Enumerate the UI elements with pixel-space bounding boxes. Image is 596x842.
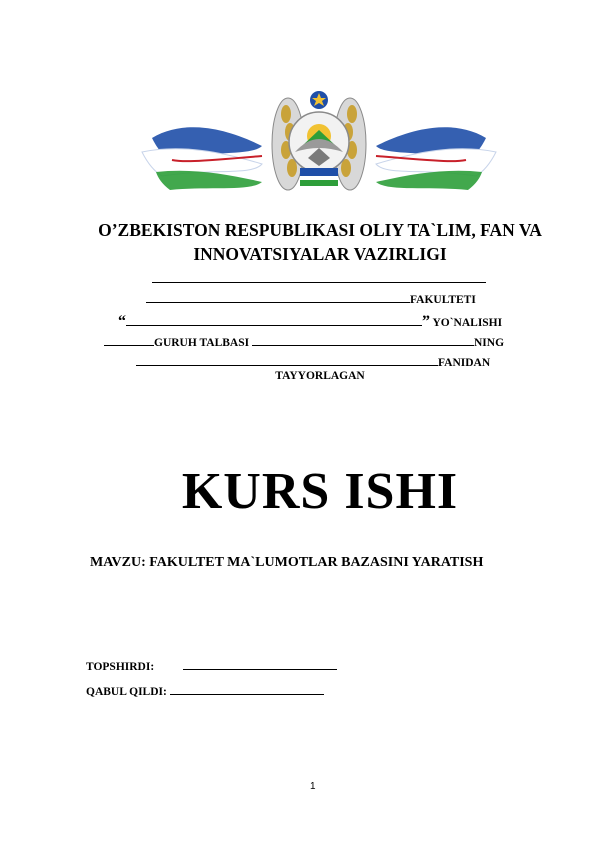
open-quote: “: [118, 313, 126, 330]
subject-label: FANIDAN: [438, 357, 491, 369]
group-label: GURUH TALBASI: [154, 337, 250, 349]
university-blank-line: [152, 270, 486, 286]
submitted-blank: [183, 657, 337, 670]
state-emblem-image: [112, 86, 526, 198]
faculty-label: FAKULTETI: [410, 294, 476, 306]
faculty-line: [146, 290, 476, 306]
possessive-suffix: NING: [474, 337, 505, 349]
prepared-text: TAYYORLAGAN: [275, 370, 365, 382]
topic-line: MAVZU: FAKULTET MA`LUMOTLAR BAZASINI YARATISH: [90, 555, 484, 570]
direction-label: YO`NALISHI: [432, 317, 503, 329]
accepted-label: QABUL QILDI:: [86, 686, 167, 698]
ministry-line-1: O’ZBEKISTON RESPUBLIKASI OLIY TA`LIM, FAN VA: [98, 220, 542, 240]
ministry-name: [60, 218, 580, 266]
submitted-label: TOPSHIRDI:: [86, 661, 155, 673]
document-title: KURS ISHI: [181, 463, 459, 520]
university-blank: [152, 270, 486, 283]
direction-blank: [126, 313, 422, 326]
student-name-blank: [252, 333, 474, 346]
group-blank: [104, 333, 154, 346]
group-line: [104, 333, 504, 349]
direction-line: [118, 313, 502, 331]
accepted-blank: [170, 682, 324, 695]
ministry-line-2: INNOVATSIYALAR VAZIRLIGI: [193, 244, 447, 264]
faculty-blank: [146, 290, 410, 303]
subject-blank: [136, 353, 438, 366]
submitted-line: [86, 657, 337, 673]
close-quote: ”: [422, 313, 430, 330]
page-number: 1: [310, 781, 316, 792]
accepted-line: [86, 682, 324, 698]
subject-line: [136, 353, 490, 369]
